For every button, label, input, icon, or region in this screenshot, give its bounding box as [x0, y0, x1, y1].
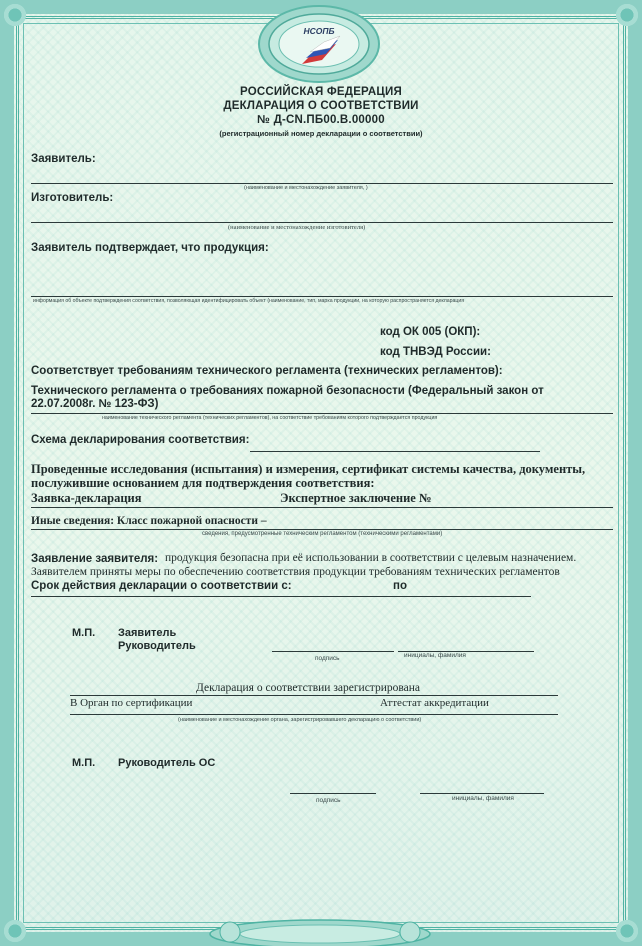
certification-organ-label: В Орган по сертификации [70, 697, 193, 709]
statement-text-2: Заявителем приняты меры по обеспечению соответствия продукции требованиям технических регламентов [31, 566, 560, 578]
manufacturer-line [31, 222, 613, 223]
regulation-caption: наименование технического регламента (технических регламентов), на соответствие требованиям которого подтверждается продукция [102, 415, 438, 421]
expert-conclusion-label: Экспертное заключение № [280, 491, 432, 505]
emblem-abbr: НСОПБ [303, 26, 335, 36]
signature-line-1 [272, 651, 394, 652]
applicant-caption: (наименование и местонахождение заявителя, ) [244, 185, 368, 191]
registration-caption: (наименование и местонахождение органа, зарегистрировавшего декларацию о соответствии) [178, 717, 422, 723]
statement-text-1: продукция безопасна при её использовании в соответствии с целевым назначением. [165, 552, 577, 564]
initials-line-2 [420, 793, 544, 794]
product-line [31, 296, 613, 297]
header-country: РОССИЙСКАЯ ФЕДЕРАЦИЯ [240, 86, 402, 98]
header-title: ДЕКЛАРАЦИЯ О СООТВЕТСТВИИ [223, 100, 419, 112]
signature-line-2 [290, 793, 376, 794]
registration-title: Декларация о соответствии зарегистрирована [196, 682, 421, 694]
signer-role-head: Руководитель [118, 640, 196, 652]
regulation-line [31, 413, 613, 414]
corner-ornament [614, 2, 640, 28]
research-line [31, 507, 613, 508]
number-caption: (регистрационный номер декларации о соответствии) [219, 129, 423, 138]
signer-role-os-head: Руководитель ОС [118, 757, 216, 769]
scheme-line [250, 451, 540, 452]
validity-label: Срок действия декларации о соответствии с: [31, 580, 292, 592]
product-label: Заявитель подтверждает, что продукция: [31, 242, 269, 254]
applicant-label: Заявитель: [31, 153, 96, 165]
manufacturer-caption: (наименование и местонахождение изготовителя) [228, 224, 366, 231]
signer-role-applicant: Заявитель [118, 627, 177, 639]
validity-to-label: по [393, 580, 407, 592]
research-text-1: Проведенные исследования (испытания) и измерения, сертификат системы качества, документы, [31, 462, 586, 476]
stamp-place-2: М.П. [72, 757, 96, 769]
manufacturer-label: Изготовитель: [31, 192, 114, 204]
signature-caption-2: подпись [316, 797, 341, 804]
signature-caption-1: подпись [315, 655, 340, 662]
statement-label: Заявление заявителя: [31, 553, 159, 565]
research-text-2: послужившие основанием для подтверждения соответствия: [31, 476, 375, 490]
product-caption: информация об объекте подтверждения соответствия, позволяющая идентифицировать объект (наименование, тип, марка продукции, на которую распространяется декларация [33, 298, 465, 304]
corner-ornament [2, 2, 28, 28]
application-label: Заявка-декларация [31, 491, 142, 505]
scheme-label: Схема декларирования соответствия: [31, 434, 250, 446]
okp-code-label: код ОК 005 (ОКП): [380, 326, 481, 338]
validity-line [31, 596, 531, 597]
other-info-line [31, 529, 613, 530]
corner-ornament [614, 918, 640, 944]
nsopb-emblem [256, 4, 382, 86]
initials-caption-1: инициалы, фамилия [404, 652, 466, 659]
bottom-ornament [200, 900, 440, 946]
stamp-place-1: М.П. [72, 627, 96, 639]
regulation-text-2: 22.07.2008г. № 123-ФЗ) [31, 398, 159, 410]
applicant-line [31, 183, 613, 184]
regulation-label: Соответствует требованиям технического регламента (технических регламентов): [31, 365, 503, 377]
initials-caption-2: инициалы, фамилия [452, 795, 514, 802]
registration-line [70, 714, 558, 715]
declaration-number: № Д-СN.ПБ00.В.00000 [257, 114, 385, 126]
registration-title-line [70, 695, 558, 696]
corner-ornament [2, 918, 28, 944]
tnved-code-label: код ТНВЭД России: [380, 346, 491, 358]
other-info-caption: сведения, предусмотренные техническим регламентом (техническими регламентами) [202, 531, 443, 537]
accreditation-label: Аттестат аккредитации [380, 697, 489, 709]
other-info-label: Иные сведения: Класс пожарной опасности – [31, 515, 267, 527]
regulation-text-1: Технического регламента о требованиях пожарной безопасности (Федеральный закон от [31, 385, 544, 397]
